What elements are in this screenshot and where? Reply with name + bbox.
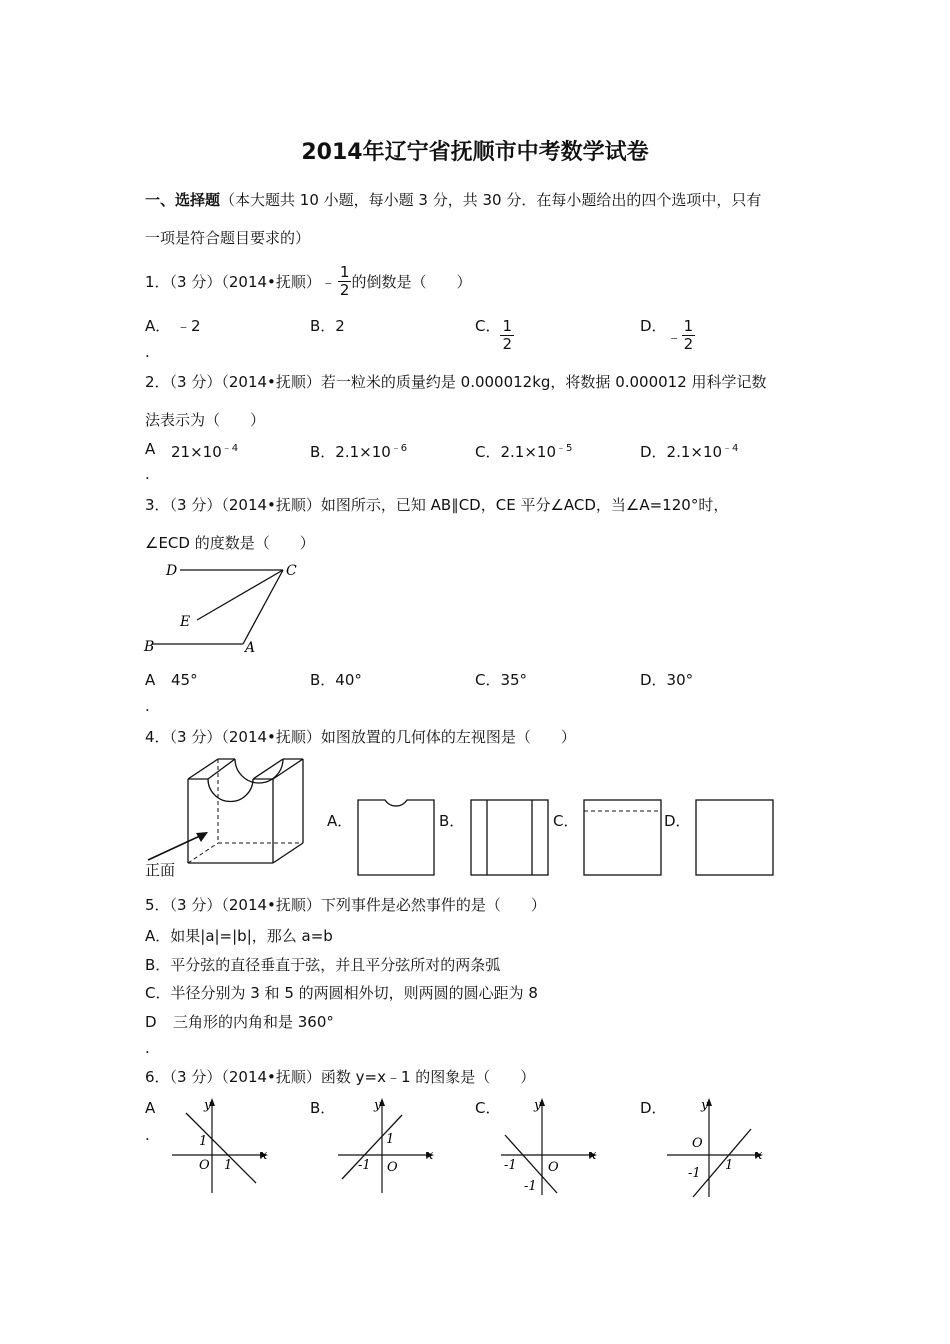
q3-option-c: C．35°: [475, 671, 528, 689]
q1-option-d-label: D．: [640, 317, 667, 335]
q5-dot: .: [145, 1039, 150, 1057]
question-2-line2: 法表示为（ ）: [145, 411, 266, 429]
label-e: E: [180, 614, 191, 630]
graph-d-y-intercept: -1: [688, 1166, 701, 1181]
graph-a-origin: O: [199, 1158, 210, 1173]
graph-c-x-label: x: [589, 1148, 597, 1163]
q1-suffix: 的倒数是（ ）: [351, 272, 472, 291]
q1-frac-den: 2: [339, 281, 350, 299]
q1-dot: .: [145, 343, 150, 361]
label-d: D: [166, 563, 178, 579]
q6-graph-a: [168, 1093, 278, 1198]
question-1-stem: [145, 264, 471, 299]
q4-option-a-view: [357, 799, 437, 877]
q6-graph-d: [663, 1093, 773, 1198]
q5-option-b: B．平分弦的直径垂直于弦，并且平分弦所对的两条弧: [145, 956, 501, 974]
q4-option-b-view: [470, 799, 550, 877]
q1-c-den: 2: [502, 335, 513, 353]
q1-option-c-label: C．: [475, 317, 501, 335]
q4-label-c: C．: [553, 812, 579, 830]
graph-a-y-label: y: [204, 1098, 212, 1113]
section-heading: 一、选择题: [145, 191, 221, 209]
q3-option-a: 45°: [171, 671, 198, 689]
page-title: 2014年辽宁省抚顺市中考数学试卷: [301, 140, 649, 165]
q2-option-c: [475, 439, 572, 462]
label-c: C: [286, 563, 297, 579]
q1-minus: ﹣: [320, 272, 336, 291]
q1-option-c: [475, 316, 514, 353]
label-b: B: [144, 639, 155, 655]
graph-d-y-label: y: [701, 1098, 709, 1113]
graph-a-x-label: x: [260, 1148, 268, 1163]
q4-label-b: B．: [439, 812, 465, 830]
question-3-line1: 3．（3 分）（2014•抚顺）如图所示，已知 AB∥CD，CE 平分∠ACD，当∠A=120°时，: [145, 496, 729, 514]
graph-d-x-intercept: 1: [725, 1158, 734, 1173]
section-intro-line1: （本大题共 10 小题，每小题 3 分，共 30 分．在每小题给出的四个选项中，只有: [220, 191, 762, 209]
graph-b-x-label: x: [426, 1148, 434, 1163]
q1-fraction: [321, 264, 352, 299]
q1-option-a: ﹣2: [176, 317, 201, 335]
q2-c-exp: ﹣5: [555, 443, 573, 454]
q1-option-d: D． ﹣ $\frac{1}{2}$: [640, 317, 694, 353]
label-a: A: [245, 640, 256, 656]
q5-option-d-letter: D: [145, 1013, 157, 1031]
q3-option-b: B．40°: [310, 671, 362, 689]
graph-b-y-label: y: [374, 1098, 382, 1113]
q4-label-a: A．: [327, 812, 353, 830]
q2-b-base: B．2.1×10: [310, 443, 391, 461]
q4-option-c-view: [583, 799, 663, 877]
question-5-line1: 5．（3 分）（2014•抚顺）下列事件是必然事件的是（ ）: [145, 896, 546, 914]
q2-b-exp: ﹣6: [390, 443, 408, 454]
graph-c-y-intercept: -1: [524, 1179, 537, 1194]
front-arrow: [148, 835, 202, 860]
question-3-line2: ∠ECD 的度数是（ ）: [145, 534, 315, 552]
question-4-line1: 4．（3 分）（2014•抚顺）如图放置的几何体的左视图是（ ）: [145, 728, 576, 746]
graph-a-y-intercept: 1: [199, 1134, 208, 1149]
graph-c-y-label: y: [534, 1098, 542, 1113]
graph-a-x-intercept: 1: [224, 1158, 233, 1173]
q4-front-label: 正面: [145, 861, 176, 879]
graph-c-x-intercept: -1: [504, 1158, 517, 1173]
q1-c-num: 1: [502, 317, 513, 335]
q1-frac-num: 1: [339, 263, 350, 281]
q6-graph-b: [334, 1093, 444, 1198]
graph-b-origin: O: [387, 1160, 398, 1175]
q6-label-b: B．: [310, 1099, 336, 1117]
q6-label-d: D．: [640, 1099, 667, 1117]
graph-d-origin: O: [692, 1136, 703, 1151]
q4-option-d-view: [695, 799, 775, 877]
q3-option-a-letter: A: [145, 671, 156, 689]
q1-prefix: 1．（3 分）（2014•抚顺）: [145, 272, 321, 291]
q2-d-base: D．2.1×10: [640, 443, 723, 461]
q2-option-a: [171, 439, 238, 462]
q1-option-b: B．2: [310, 317, 345, 335]
q2-a-base: 21×10: [171, 443, 222, 461]
q2-option-d: [640, 439, 738, 462]
q1-d-den: 2: [683, 335, 694, 353]
q2-a-exp: ﹣4: [221, 443, 239, 454]
q5-option-c: C．半径分别为 3 和 5 的两圆相外切，则两圆的圆心距为 8: [145, 984, 538, 1002]
q4-label-d: D．: [664, 812, 691, 830]
q6-dot: .: [145, 1126, 150, 1144]
q5-option-a: A．如果|a|=|b|，那么 a=b: [145, 927, 333, 945]
q6-graph-c: [497, 1093, 607, 1198]
graph-d-x-label: x: [755, 1148, 763, 1163]
graph-c-origin: O: [548, 1160, 559, 1175]
graph-b-y-intercept: 1: [386, 1132, 395, 1147]
question-6-line1: 6．（3 分）（2014•抚顺）函数 y=x﹣1 的图象是（ ）: [145, 1068, 536, 1086]
q2-option-a-letter: A: [145, 440, 156, 458]
q5-option-d: 三角形的内角和是 360°: [173, 1013, 334, 1031]
graph-b-x-intercept: -1: [358, 1158, 371, 1173]
section-intro-line2: 一项是符合题目要求的）: [145, 229, 311, 247]
question-2-line1: 2．（3 分）（2014•抚顺）若一粒米的质量约是 0.000012kg，将数据 0.000012 用科学记数: [145, 373, 767, 391]
q2-d-exp: ﹣4: [722, 443, 739, 454]
q1-option-a-label: A．: [145, 317, 171, 335]
q2-dot: .: [145, 465, 150, 483]
q3-figure: [140, 558, 310, 658]
q6-label-c: C．: [475, 1099, 501, 1117]
q2-option-b: [310, 439, 407, 462]
q3-dot: .: [145, 697, 150, 715]
q1-d-num: 1: [683, 317, 694, 335]
q6-label-a: A: [145, 1099, 156, 1117]
q3-option-d: D．30°: [640, 671, 694, 689]
q2-c-base: C．2.1×10: [475, 443, 556, 461]
section-intro: [145, 190, 761, 210]
